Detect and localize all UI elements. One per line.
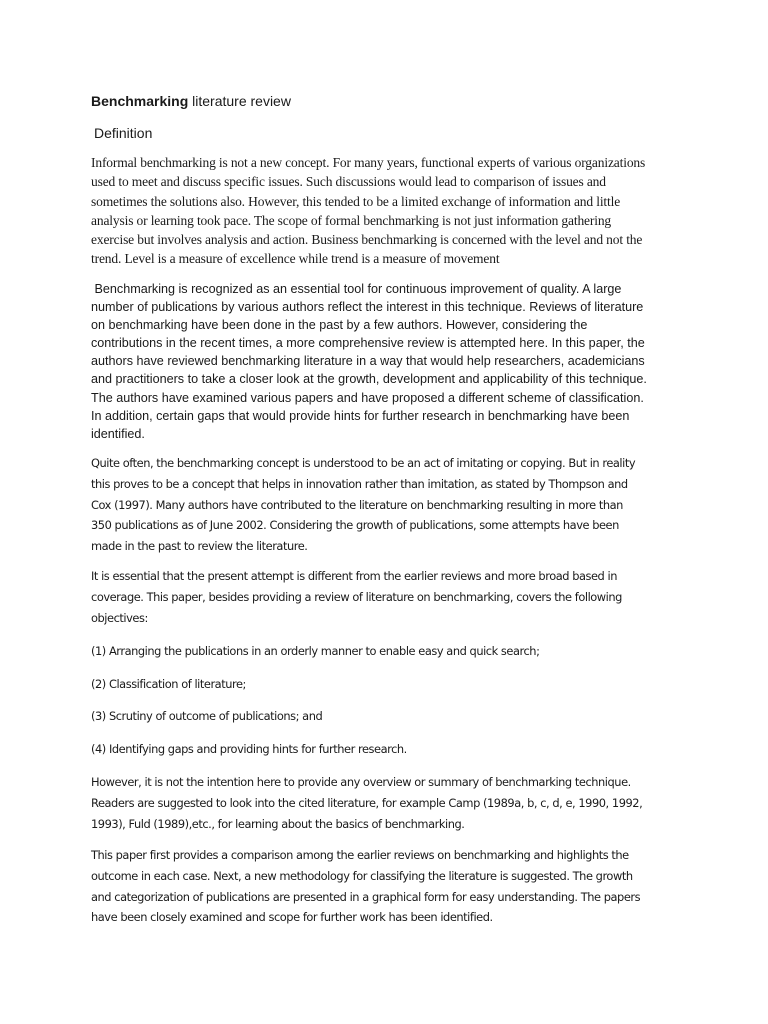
title-regular-part: literature review [188,93,291,109]
text-line: coverage. This paper, besides providing a review of literature on benchmarking, covers the following [91,589,622,604]
text-line: (2) Classification of literature; [91,677,246,691]
objective-item-1 [91,641,683,662]
text-line: contributions in the recent times, a more comprehensive review is attempted here. In this paper, the [91,336,645,351]
paragraph-not-the-intention [91,772,683,834]
text-line: sometimes the solutions also. However, this tended to be a limited exchange of information and little [91,193,621,209]
paragraph-imitating-or-copying [91,453,683,557]
text-line: made in the past to review the literature. [91,539,308,554]
text-line: have been closely examined and scope for further work has been identified. [91,910,493,925]
paragraph-present-attempt [91,566,683,628]
objective-item-3 [91,706,683,727]
text-line: authors have reviewed benchmarking literature in a way that would help researchers, academicians [91,354,645,369]
text-line: However, it is not the intention here to provide any overview or summary of benchmarking technique. [91,775,631,789]
text-line: and categorization of publications are presented in a graphical form for easy understanding. The papers [91,889,641,904]
text-line: 1993), Fuld (1989),etc., for learning about the basics of benchmarking. [91,816,465,831]
paragraph-paper-provides-comparison [91,845,683,928]
text-line: This paper first provides a comparison among the earlier reviews on benchmarking and highlights the [91,848,629,862]
text-line: exercise but involves analysis and action. Business benchmarking is concerned with the level and not the [91,232,643,248]
text-line: Informal benchmarking is not a new concept. For many years, functional experts of various organizations [91,155,646,170]
text-line: (1) Arranging the publications in an orderly manner to enable easy and quick search; [91,644,540,658]
text-line: analysis or learning took pace. The scope of formal benchmarking is not just information gathering [91,212,612,228]
text-line: objectives: [91,610,148,625]
text-line: The authors have examined various papers and have proposed a different scheme of classification. [91,390,644,405]
text-line: In addition, certain gaps that would provide hints for further research in benchmarking have been [91,408,630,423]
text-line: (3) Scrutiny of outcome of publications; and [91,709,323,723]
text-line: identified. [91,426,145,441]
text-line: outcome in each case. Next, a new methodology for classifying the literature is suggested. The growth [91,868,633,883]
text-line: number of publications by various authors reflect the interest in this technique. Reviews of literature [91,300,644,315]
text-line: Benchmarking is recognized as an essential tool for continuous improvement of quality. A large [91,282,622,296]
paragraph-informal-benchmarking [91,153,683,269]
text-line: used to meet and discuss specific issues. Such discussions would lead to comparison of issues and [91,174,606,190]
text-line: trend. Level is a measure of excellence while trend is a measure of movement [91,251,500,267]
title-bold-part: Benchmarking [91,93,189,109]
text-line: Quite often, the benchmarking concept is understood to be an act of imitating or copying. But in reality [91,456,636,470]
section-heading-definition: Definition [94,125,153,141]
objective-item-4 [91,739,683,760]
objective-item-2 [91,674,683,695]
text-line: Cox (1997). Many authors have contributed to the literature on benchmarking resulting in more than [91,497,623,512]
text-line: 350 publications as of June 2002. Considering the growth of publications, some attempts have been [91,518,619,533]
text-line: It is essential that the present attempt is different from the earlier reviews and more broad based in [91,569,617,583]
text-line: Readers are suggested to look into the cited literature, for example Camp (1989a, b, c, d, e, 1990, 1992, [91,795,643,810]
text-line: this proves to be a concept that helps in innovation rather than imitation, as stated by Thompson and [91,476,628,491]
text-line: on benchmarking have been done in the past by a few authors. However, considering the [91,318,588,333]
document-title [91,91,291,111]
text-line: (4) Identifying gaps and providing hints for further research. [91,742,407,756]
text-line: and practitioners to take a closer look at the growth, development and applicability of this technique. [91,372,647,387]
paragraph-benchmarking-recognized [91,280,683,443]
